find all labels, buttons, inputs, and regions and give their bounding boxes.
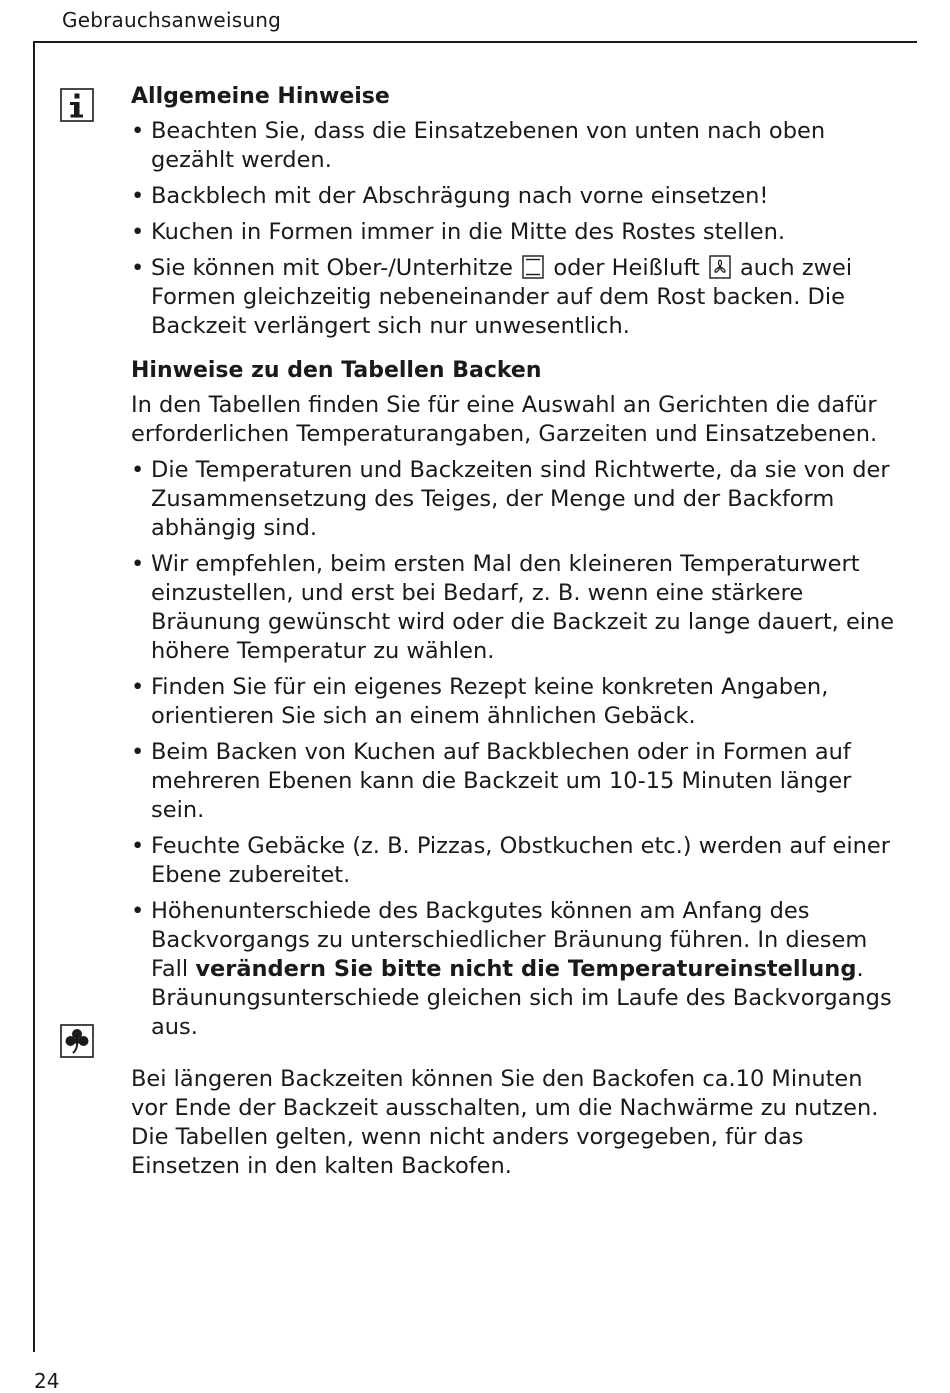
tip-text: Die Tabellen gelten, wenn nicht anders vorgegeben, für das Einsetzen in den kalten Backofen. <box>131 1124 804 1179</box>
list-item: • Beim Backen von Kuchen auf Backblechen oder in Formen auf mehreren Ebenen kann die Backzeit um 10-15 Minuten länger sein. <box>131 738 901 825</box>
header-rule <box>33 41 917 43</box>
baking-tables-list <box>131 456 901 1042</box>
list-item: • Die Temperaturen und Backzeiten sind Richtwerte, da sie von der Zusammensetzung des Teiges, der Menge und der Backform abhängig sind. <box>131 456 901 543</box>
list-item: • Backblech mit der Abschrägung nach vorne einsetzen! <box>131 182 901 211</box>
list-item: • Finden Sie für ein eigenes Rezept keine konkreten Angaben, orientieren Sie sich an einem ähnlichen Gebäck. <box>131 673 901 731</box>
main-content <box>131 82 901 1181</box>
list-item-text: Höhenunterschiede des Backgutes können am Anfang des Backvorgangs zu unterschiedlicher Bräunung führen. In diesem Fall <box>151 898 868 982</box>
list-item-text: auch zwei Formen gleichzeitig nebeneinander auf dem Rost backen. Die Backzeit verlängert sich nur unwesentlich. <box>151 255 853 339</box>
list-item-text: Bräunungsunterschiede gleichen sich im Laufe des Backvorgangs aus. <box>151 985 892 1040</box>
list-item-text: Sie können mit Ober-/Unterhitze <box>151 255 514 281</box>
list-item: • Wir empfehlen, beim ersten Mal den kleineren Temperaturwert einzustellen, und erst bei Bedarf, z. B. wenn eine stärkere Bräunung gewünscht wird oder die Backzeit zu lange dauert, eine höhere Temperatur zu wählen. <box>131 550 901 666</box>
list-item-text: . <box>856 956 864 982</box>
page-number: 24 <box>34 1369 60 1393</box>
tip-paragraph <box>131 1065 901 1181</box>
list-item-text: oder Heißluft <box>553 255 700 281</box>
general-notes-heading: Allgemeine Hinweise <box>131 84 390 109</box>
page-header-title: Gebrauchsanweisung <box>62 8 281 32</box>
left-margin-rule <box>33 41 35 1352</box>
general-notes-list <box>131 117 901 341</box>
list-item-emphasis: verändern Sie bitte nicht die Temperatureinstellung <box>195 956 857 982</box>
fan-heat-icon <box>709 255 731 279</box>
info-icon <box>60 88 94 122</box>
top-bottom-heat-icon <box>522 255 544 279</box>
list-item: • Kuchen in Formen immer in die Mitte des Rostes stellen. <box>131 218 901 247</box>
cloverleaf-icon <box>60 1024 94 1058</box>
tip-text: Bei längeren Backzeiten können Sie den Backofen ca.10 Minuten vor Ende der Backzeit ausschalten, um die Nachwärme zu nutzen. <box>131 1066 879 1121</box>
list-item <box>131 897 901 1042</box>
baking-tables-intro: In den Tabellen finden Sie für eine Auswahl an Gerichten die dafür erforderlichen Temperaturangaben, Garzeiten und Einsatzebenen. <box>131 392 878 447</box>
list-item: • Feuchte Gebäcke (z. B. Pizzas, Obstkuchen etc.) werden auf einer Ebene zubereitet. <box>131 832 901 890</box>
list-item: • Beachten Sie, dass die Einsatzebenen von unten nach oben gezählt werden. <box>131 117 901 175</box>
list-item <box>131 254 901 341</box>
baking-tables-heading: Hinweise zu den Tabellen Backen <box>131 358 542 383</box>
